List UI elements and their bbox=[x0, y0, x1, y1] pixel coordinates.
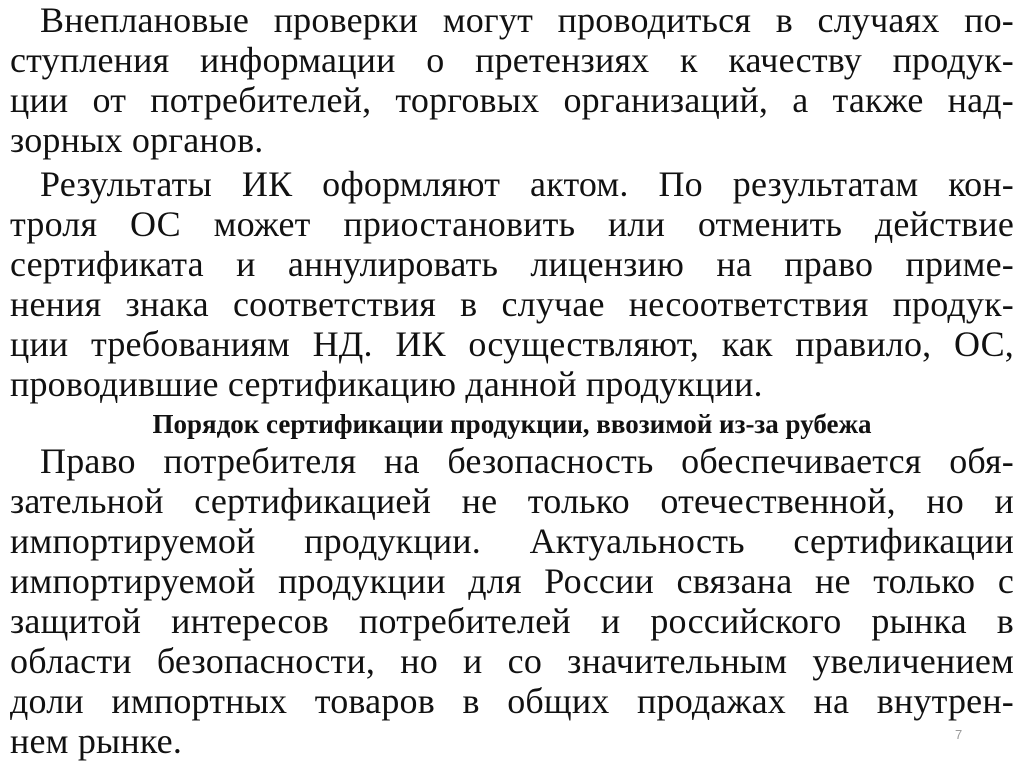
text-line: импортируемой продукции для России связана не только с bbox=[10, 561, 1014, 601]
text-line: зательной сертификацией не только отечественной, но и bbox=[10, 481, 1014, 521]
text-line: Внеплановые проверки могут проводиться в случаях по- bbox=[40, 0, 1014, 40]
text-line: зорных органов. bbox=[10, 120, 264, 160]
text-line: импортируемой продукции. Актуальность сертификации bbox=[10, 521, 1014, 561]
text-line: ции требованиям НД. ИК осуществляют, как правило, ОС, bbox=[10, 324, 1014, 364]
text-line: защитой интересов потребителей и российского рынка в bbox=[10, 601, 1014, 641]
text-line: Право потребителя на безопасность обеспечивается обя- bbox=[40, 441, 1014, 481]
text-line: троля ОС может приостановить или отменить действие bbox=[10, 204, 1014, 244]
text-line: ции от потребителей, торговых организаций, а также над- bbox=[10, 80, 1014, 120]
text-line: проводившие сертификацию данной продукции. bbox=[10, 364, 763, 404]
text-line: ступления информации о претензиях к качеству продук- bbox=[10, 40, 1014, 80]
text-line: Результаты ИК оформляют актом. По результатам кон- bbox=[40, 164, 1014, 204]
text-line: нения знака соответствия в случае несоответствия продук- bbox=[10, 284, 1014, 324]
text-line: сертификата и аннулировать лицензию на право приме- bbox=[10, 244, 1014, 284]
text-line: области безопасности, но и со значительным увеличением bbox=[10, 641, 1014, 681]
section-heading: Порядок сертификации продукции, ввозимой из-за рубежа bbox=[152, 409, 872, 439]
text-line: нем рынке. bbox=[10, 721, 183, 761]
text-line: доли импортных товаров в общих продажах на внутрен- bbox=[10, 681, 1014, 721]
page-number: 7 bbox=[955, 727, 963, 742]
